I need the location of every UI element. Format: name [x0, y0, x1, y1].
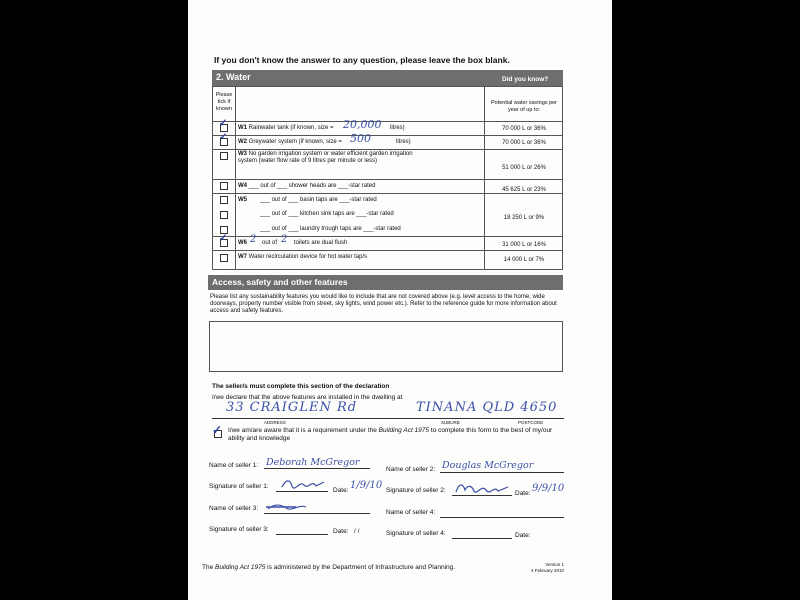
water-title: 2. Water: [216, 72, 251, 82]
w6-saving: 31 000 L or 16%: [502, 242, 546, 248]
sig-seller-3-line: [276, 534, 328, 535]
row-divider: [212, 179, 563, 180]
w1-text: Rainwater tank (if known, size =: [248, 125, 334, 131]
w5-code: [238, 197, 247, 204]
checkmark-icon: ✓: [219, 132, 228, 143]
w1-suffix: litres): [390, 125, 405, 131]
w3-code: W3: [238, 151, 247, 157]
w7-text: Water recirculation device for hot water tap/s: [248, 254, 368, 260]
address-handwritten[interactable]: 33 CRAIGLEN Rd: [226, 400, 358, 415]
postcode-label: POSTCODE: [518, 420, 544, 425]
footer-text: [202, 564, 455, 571]
declare-text: I/we declare that the above features are installed in the dwelling at: [212, 394, 403, 401]
version-date: 4 February 2010: [530, 568, 564, 573]
date-2-value[interactable]: 9/9/10: [532, 483, 565, 494]
row-divider: [212, 236, 563, 237]
w7-code: W7: [238, 254, 247, 260]
column-divider: [484, 86, 485, 270]
suburb-handwritten[interactable]: TINANA QLD 4650: [416, 400, 558, 415]
w2-code: W2: [238, 139, 247, 145]
w7-row: [238, 254, 367, 261]
w7-saving: 14 000 L or 7%: [503, 257, 545, 263]
did-you-know-label: Did you know?: [502, 76, 549, 83]
w4-code: W4: [238, 183, 247, 189]
w3-checkbox[interactable]: [220, 152, 228, 160]
w3-saving: 51 000 L or 26%: [502, 165, 546, 171]
signature-seller-2: [454, 480, 510, 496]
signature-seller-1: [280, 477, 326, 491]
w2-row: [238, 139, 342, 146]
checkmark-icon: ✓: [219, 233, 228, 244]
w3-text: No garden irrigation system or water efficient garden irrigation system (water flow rate of 9 litres per minute or less): [238, 151, 413, 164]
date-3-label: Date:: [333, 528, 349, 535]
suburb-label: SUBURB: [441, 420, 460, 425]
name-seller-3-line: [264, 513, 370, 514]
row-divider: [212, 135, 563, 136]
name-seller-3-label: Name of seller 3:: [209, 505, 259, 512]
w3-row: [238, 151, 428, 165]
w5-line-basin: ___ out of ___ basin taps are ___-star rated: [260, 197, 377, 203]
aware-suffix: to complete this form to the best of my/our ability and knowledge: [228, 427, 553, 442]
w5-saving: 18 250 L or 9%: [503, 215, 545, 221]
w4-checkbox[interactable]: [220, 182, 228, 190]
intro-text: If you don't know the answer to any question, please leave the box blank.: [214, 55, 510, 65]
struck-through-entry: [266, 501, 314, 513]
w6-code: [238, 240, 247, 247]
w6-out-of: out of: [262, 240, 278, 246]
w5-line-kitchen: ___ out of ___ kitchen sink taps are ___-star rated: [260, 211, 394, 217]
w1-saving: 70 000 L or 36%: [502, 126, 546, 132]
aware-prefix: I/we am/are aware that it is a requirement under the: [228, 427, 379, 434]
footer-act-name: Building Act 1975: [215, 564, 266, 571]
w6-total-handwritten[interactable]: 2: [281, 234, 288, 245]
scanned-form-page: [188, 0, 612, 600]
footer-body: is administered by the Department of Infrastructure and Planning.: [265, 564, 456, 571]
access-title: Access, safety and other features: [212, 277, 348, 287]
name-seller-2-line: [440, 472, 564, 473]
aware-statement: [228, 427, 564, 443]
row-divider: [212, 149, 563, 150]
row-divider: [212, 250, 563, 251]
address-label: ADDRESS: [264, 420, 286, 425]
checkmark-icon: ✓: [219, 118, 228, 129]
sig-seller-4-line: [452, 538, 512, 539]
w2-text: Greywater system (if known, size =: [248, 139, 342, 145]
w5-checkbox-2[interactable]: [220, 211, 228, 219]
access-section-header: [208, 275, 563, 290]
column-divider: [235, 86, 236, 270]
w4-saving: 45 625 L or 23%: [502, 187, 546, 193]
name-seller-4-label: Name of seller 4:: [386, 509, 436, 516]
footer-the: The: [202, 564, 216, 571]
act-name: Building Act 1975: [378, 427, 430, 434]
w6-code-text: W6: [238, 240, 247, 246]
w4-row: [238, 183, 375, 190]
date-4-label: Date:: [515, 532, 531, 539]
w5-checkbox-1[interactable]: [220, 196, 228, 204]
water-section-header: [212, 70, 563, 86]
sig-seller-1-line: [276, 491, 328, 492]
w2-saving: 70 000 L or 36%: [502, 140, 546, 146]
date-2-label: Date:: [515, 490, 531, 497]
name-seller-1-value[interactable]: Deborah McGregor: [266, 457, 360, 468]
sig-seller-1-label: Signature of seller 1:: [209, 483, 269, 490]
w6-count-handwritten[interactable]: 2: [250, 234, 257, 245]
row-divider: [212, 121, 563, 122]
date-3-blank[interactable]: / /: [354, 528, 360, 535]
w4-text: ___ out of ___ shower heads are ___-star rated: [248, 183, 376, 189]
version-label: Version 1: [545, 562, 564, 567]
name-seller-2-label: Name of seller 2:: [386, 466, 436, 473]
w2-size-handwritten[interactable]: 500: [350, 132, 371, 145]
sig-seller-4-label: Signature of seller 4:: [386, 530, 446, 537]
sig-seller-3-label: Signature of seller 3:: [209, 526, 269, 533]
name-seller-4-line: [440, 517, 564, 518]
w5-line-laundry: ___ out of ___ laundry trough taps are ___-star rated: [260, 226, 401, 232]
w1-code: W1: [238, 125, 247, 131]
date-1-label: Date:: [333, 487, 349, 494]
access-description: Please list any sustainability features you would like to include that are not covered above (e.g. level access to the home, wide doorways, property number visible from street, sky lights, wind power etc.). Refer to the reference guide for more information about access and safety features.: [210, 294, 557, 314]
checkmark-icon: ✓: [212, 423, 223, 437]
please-tick-label: Please tick if known: [215, 92, 233, 112]
w6-suffix: toilets are dual flush: [294, 240, 348, 246]
name-seller-2-value[interactable]: Douglas McGregor: [442, 460, 534, 471]
w7-checkbox[interactable]: [220, 254, 228, 262]
w5-code-text: W5: [238, 197, 247, 203]
date-1-value[interactable]: 1/9/10: [350, 480, 383, 491]
w1-size-handwritten[interactable]: 20,000: [343, 118, 382, 131]
declaration-heading: The seller/s must complete this section of the declaration: [212, 383, 390, 390]
w1-row: [238, 125, 334, 132]
access-features-textbox[interactable]: [209, 321, 563, 372]
name-seller-1-label: Name of seller 1:: [209, 462, 259, 469]
w2-suffix: litres): [396, 139, 411, 145]
savings-header: Potential water savings per year of up to:: [490, 100, 558, 113]
address-line: [212, 418, 564, 419]
sig-seller-2-label: Signature of seller 2:: [386, 487, 446, 494]
name-seller-1-line: [264, 468, 370, 469]
